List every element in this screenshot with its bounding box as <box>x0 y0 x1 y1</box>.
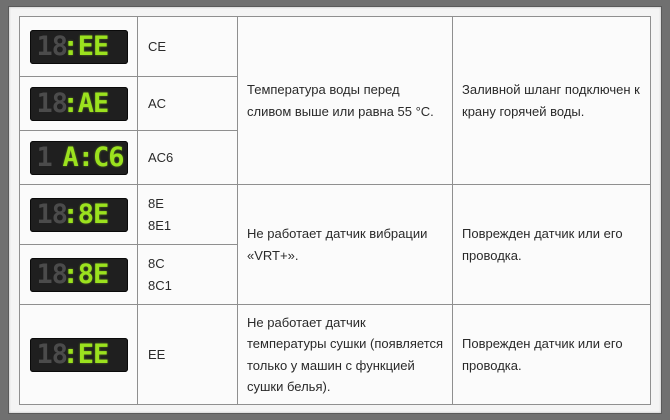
lcd-display <box>30 338 128 372</box>
error-code: AC6 <box>148 149 174 165</box>
cause-cell: Не работает датчик температуры сушки (появляется только у машин с функцией сушки белья). <box>238 305 453 405</box>
cause-cell: Не работает датчик вибрации «VRT+». <box>238 185 453 305</box>
lcd-dim-digits: 18 <box>36 258 68 290</box>
lcd-display <box>30 198 128 232</box>
table-frame <box>8 6 662 414</box>
solution-cell: Заливной шланг подключен к крану горячей воды. <box>453 17 651 185</box>
display-cell <box>20 305 138 405</box>
solution-cell: Поврежден датчик или его проводка. <box>453 305 651 405</box>
display-cell <box>20 77 138 131</box>
error-code: 8E <box>148 196 164 212</box>
error-codes-table <box>19 16 651 405</box>
code-cell <box>138 185 238 245</box>
lcd-dim-digits: 18 <box>36 30 68 62</box>
solution-cell: Поврежден датчик или его проводка. <box>453 185 651 305</box>
table-row <box>20 305 651 405</box>
display-cell <box>20 17 138 77</box>
code-cell <box>138 245 238 305</box>
lcd-lit-digits: :8E <box>62 258 109 290</box>
error-code: CE <box>148 38 167 54</box>
code-cell <box>138 305 238 405</box>
table-row <box>20 17 651 77</box>
cause-cell: Температура воды перед сливом выше или равна 55 °C. <box>238 17 453 185</box>
lcd-display <box>30 141 128 175</box>
lcd-dim-digits: 18 <box>36 198 68 230</box>
lcd-display <box>30 30 128 64</box>
lcd-display <box>30 87 128 121</box>
error-code: 8C1 <box>148 277 172 293</box>
error-code: 8C <box>148 256 165 272</box>
lcd-lit-digits: :EE <box>62 30 109 62</box>
error-code: 8E1 <box>148 217 172 233</box>
display-cell <box>20 245 138 305</box>
lcd-dim-digits: 1 <box>36 141 52 173</box>
lcd-lit-digits: :8E <box>62 198 109 230</box>
lcd-dim-digits: 18 <box>36 338 68 370</box>
display-cell <box>20 131 138 185</box>
lcd-lit-digits: A:C6 <box>62 141 124 173</box>
display-cell <box>20 185 138 245</box>
code-cell <box>138 17 238 77</box>
error-code: AC <box>148 95 167 111</box>
lcd-dim-digits: 18 <box>36 87 68 119</box>
code-cell <box>138 77 238 131</box>
code-cell <box>138 131 238 185</box>
lcd-lit-digits: :AE <box>62 87 109 119</box>
table-row <box>20 185 651 245</box>
lcd-lit-digits: :EE <box>62 338 109 370</box>
error-code: EE <box>148 346 166 362</box>
lcd-display <box>30 258 128 292</box>
